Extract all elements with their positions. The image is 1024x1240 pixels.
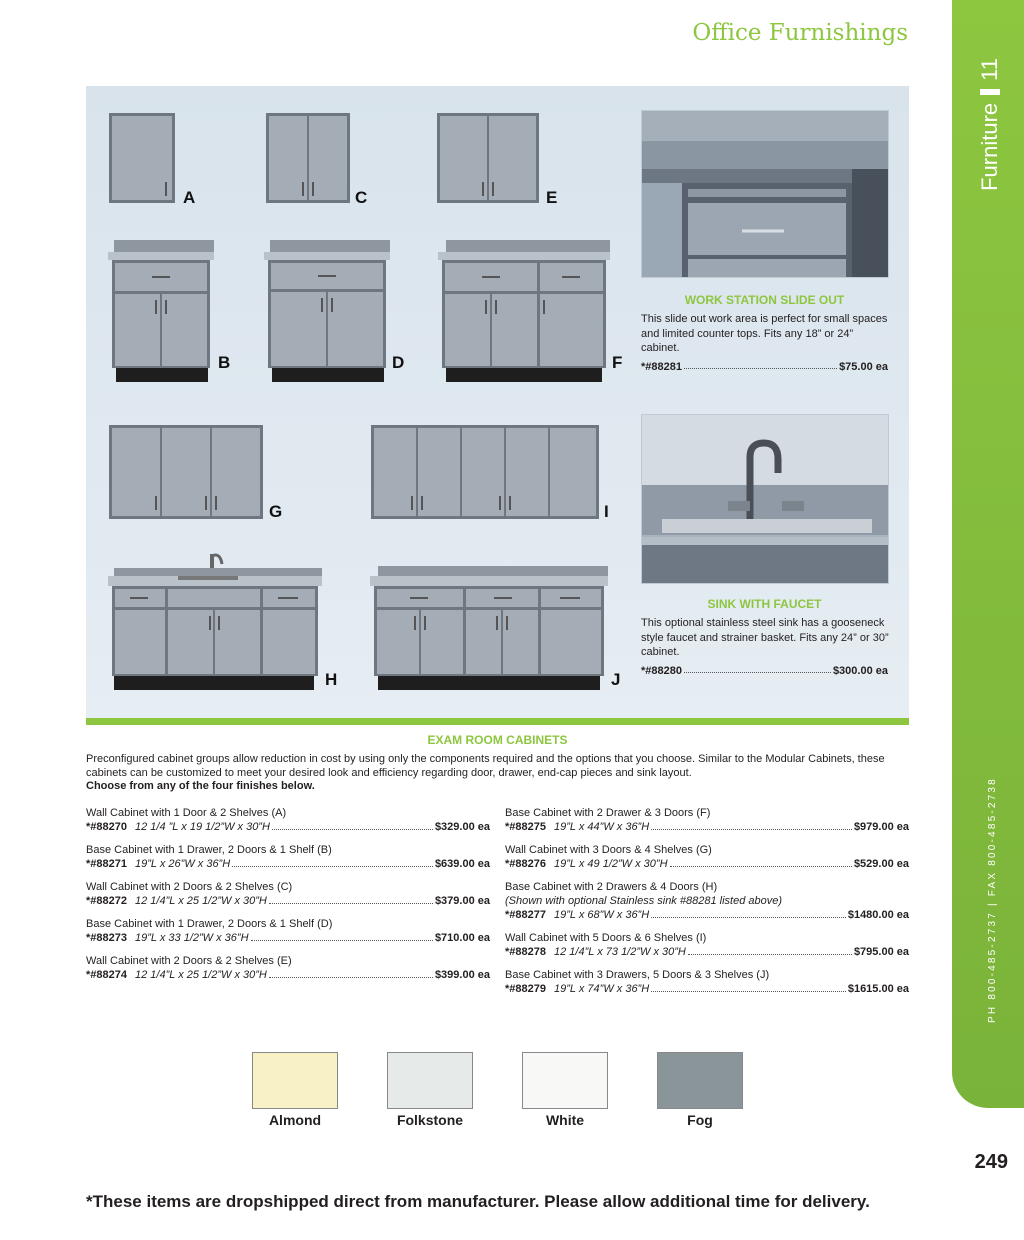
cabinet-letter-i: I	[604, 502, 609, 521]
cabinet-letter-f: F	[612, 353, 623, 372]
product-price: $639.00 ea	[434, 858, 490, 870]
product-price: $1615.00 ea	[847, 983, 909, 995]
cabinet-letter-a: A	[183, 188, 196, 207]
product-name: Wall Cabinet with 5 Doors & 6 Shelves (I)	[505, 932, 707, 944]
cabinet-letter-e: E	[546, 188, 558, 207]
product-item	[505, 968, 909, 996]
product-sku: *#88270	[86, 821, 127, 833]
product-list-left	[86, 806, 490, 991]
swatch-fog	[657, 1052, 743, 1109]
swatch-label-white: White	[545, 1112, 585, 1128]
sink-photo	[641, 414, 889, 584]
product-name: Base Cabinet with 1 Drawer, 2 Doors & 1 Shelf (D)	[86, 918, 333, 930]
product-price: $329.00 ea	[434, 821, 490, 833]
product-name: Base Cabinet with 1 Drawer, 2 Doors & 1 Shelf (B)	[86, 844, 332, 856]
section-sidebar	[952, 0, 1024, 1108]
product-dimensions: 12 1/4 ”L x 19 1/2”W x 30”H	[135, 821, 270, 833]
leader-dots	[651, 982, 846, 992]
leader-dots	[272, 820, 433, 830]
contact-numbers: PH 800-485-2737 | FAX 800-485-2738	[986, 777, 998, 1023]
sink-price: $300.00 ea	[832, 665, 888, 677]
product-name: Wall Cabinet with 2 Doors & 2 Shelves (E)	[86, 955, 292, 967]
slide-out-description: This slide out work area is perfect for small spaces and limited counter tops. Fits any 18” or 24” cabinet.	[641, 313, 888, 354]
divider	[980, 89, 1000, 95]
slide-out-price: $75.00 ea	[839, 361, 888, 373]
product-price: $1480.00 ea	[847, 909, 909, 921]
slide-out-price-line	[641, 361, 888, 373]
leader-dots	[651, 820, 852, 830]
sink-price-line	[641, 665, 888, 677]
swatch-label-fog: Fog	[687, 1112, 713, 1128]
cabinet-g-image	[108, 424, 264, 520]
swatch-white	[522, 1052, 608, 1109]
product-dimensions: 19”L x 44”W x 36”H	[554, 821, 650, 833]
sink-title: SINK WITH FAUCET	[707, 597, 822, 611]
cabinet-b-image	[108, 240, 214, 382]
product-sku: *#88276	[505, 858, 546, 870]
page-number: 249	[974, 1151, 1008, 1173]
cabinet-a-image	[108, 112, 176, 204]
product-dimensions: 19”L x 68”W x 36”H	[554, 909, 650, 921]
leader-dots	[684, 361, 837, 369]
product-list-right	[505, 806, 909, 1005]
swatch-label-almond: Almond	[268, 1112, 322, 1128]
cabinet-c-image	[265, 112, 351, 204]
product-item	[505, 931, 909, 959]
cabinet-f-image	[438, 240, 610, 382]
swatch-folkstone	[387, 1052, 473, 1109]
leader-dots	[232, 857, 433, 867]
product-sku: *#88277	[505, 909, 546, 921]
cabinet-letter-d: D	[392, 353, 405, 372]
product-sku: *#88273	[86, 932, 127, 944]
section-name: Furniture	[977, 102, 1002, 191]
cabinet-letter-c: C	[355, 188, 368, 207]
product-item	[505, 880, 909, 922]
product-sku: *#88275	[505, 821, 546, 833]
leader-dots	[651, 908, 846, 918]
product-name: Base Cabinet with 3 Drawers, 5 Doors & 3 Shelves (J)	[505, 969, 770, 981]
product-name: Base Cabinet with 2 Drawer & 3 Doors (F)	[505, 807, 711, 819]
product-item	[86, 954, 490, 982]
chapter-number: 11	[977, 58, 1002, 81]
product-sku: *#88278	[505, 946, 546, 958]
product-dimensions: 19”L x 33 1/2”W x 36”H	[135, 932, 249, 944]
sink-sku: *#88280	[641, 665, 682, 677]
cabinet-letter-g: G	[269, 502, 283, 521]
product-note: (Shown with optional Stainless sink #88281 listed above)	[505, 895, 782, 907]
product-dimensions: 19”L x 26”W x 36”H	[135, 858, 231, 870]
leader-dots	[670, 857, 852, 867]
section-divider	[86, 718, 909, 725]
product-dimensions: 19”L x 49 1/2”W x 30”H	[554, 858, 668, 870]
leader-dots	[251, 931, 433, 941]
sink-description: This optional stainless steel sink has a gooseneck style faucet and strainer basket. Fits any 24” or 30” cabinet.	[641, 617, 889, 658]
product-price: $379.00 ea	[434, 895, 490, 907]
product-sku: *#88271	[86, 858, 127, 870]
product-item	[86, 843, 490, 871]
dropship-notice: *These items are dropshipped direct from manufacturer. Please allow additional time for delivery.	[86, 1192, 870, 1211]
product-price: $710.00 ea	[434, 932, 490, 944]
cabinet-i-image	[370, 424, 600, 520]
cabinet-letter-h: H	[325, 670, 338, 689]
exam-cabinets-intro: Preconfigured cabinet groups allow reduction in cost by using only the components required and the options that you choose. Similar to the Modular Cabinets, these cabinets can be customized to meet your desired look and efficiency regarding door, drawer, end-cap pieces and sink layout.	[86, 753, 885, 779]
product-name: Base Cabinet with 2 Drawers & 4 Doors (H)	[505, 881, 718, 893]
product-dimensions: 12 1/4”L x 25 1/2”W x 30”H	[135, 969, 267, 981]
product-dimensions: 12 1/4”L x 73 1/2”W x 30”H	[554, 946, 686, 958]
product-item	[86, 917, 490, 945]
product-name: Wall Cabinet with 3 Doors & 4 Shelves (G)	[505, 844, 712, 856]
cabinet-d-image	[264, 240, 390, 382]
swatch-almond	[252, 1052, 338, 1109]
product-price: $399.00 ea	[434, 969, 490, 981]
product-price: $795.00 ea	[853, 946, 909, 958]
cabinet-e-image	[436, 112, 540, 204]
product-item	[86, 880, 490, 908]
product-sku: *#88274	[86, 969, 127, 981]
leader-dots	[688, 945, 852, 955]
leader-dots	[269, 968, 433, 978]
slide-out-photo	[641, 110, 889, 278]
product-dimensions: 19”L x 74”W x 36”H	[554, 983, 650, 995]
finish-instruction: Choose from any of the four finishes below.	[86, 780, 315, 792]
product-sku: *#88272	[86, 895, 127, 907]
cabinet-letter-b: B	[218, 353, 231, 372]
slide-out-sku: *#88281	[641, 361, 682, 373]
product-name: Wall Cabinet with 2 Doors & 2 Shelves (C)	[86, 881, 293, 893]
page-header-title: Office Furnishings	[692, 20, 908, 46]
leader-dots	[269, 894, 433, 904]
swatch-label-folkstone: Folkstone	[396, 1112, 464, 1128]
contact-strip	[982, 775, 1002, 1025]
leader-dots	[684, 665, 831, 673]
product-item	[505, 843, 909, 871]
product-sku: *#88279	[505, 983, 546, 995]
section-tab-label	[968, 58, 1012, 228]
slide-out-title: WORK STATION SLIDE OUT	[684, 293, 845, 307]
cabinet-letter-j: J	[611, 670, 621, 689]
cabinet-j-image	[370, 556, 608, 690]
product-price: $529.00 ea	[853, 858, 909, 870]
cabinet-h-image	[108, 552, 322, 690]
product-name: Wall Cabinet with 1 Door & 2 Shelves (A)	[86, 807, 287, 819]
exam-cabinets-heading: EXAM ROOM CABINETS	[427, 733, 568, 747]
product-item	[505, 806, 909, 834]
product-dimensions: 12 1/4”L x 25 1/2”W x 30”H	[135, 895, 267, 907]
product-item	[86, 806, 490, 834]
product-price: $979.00 ea	[853, 821, 909, 833]
